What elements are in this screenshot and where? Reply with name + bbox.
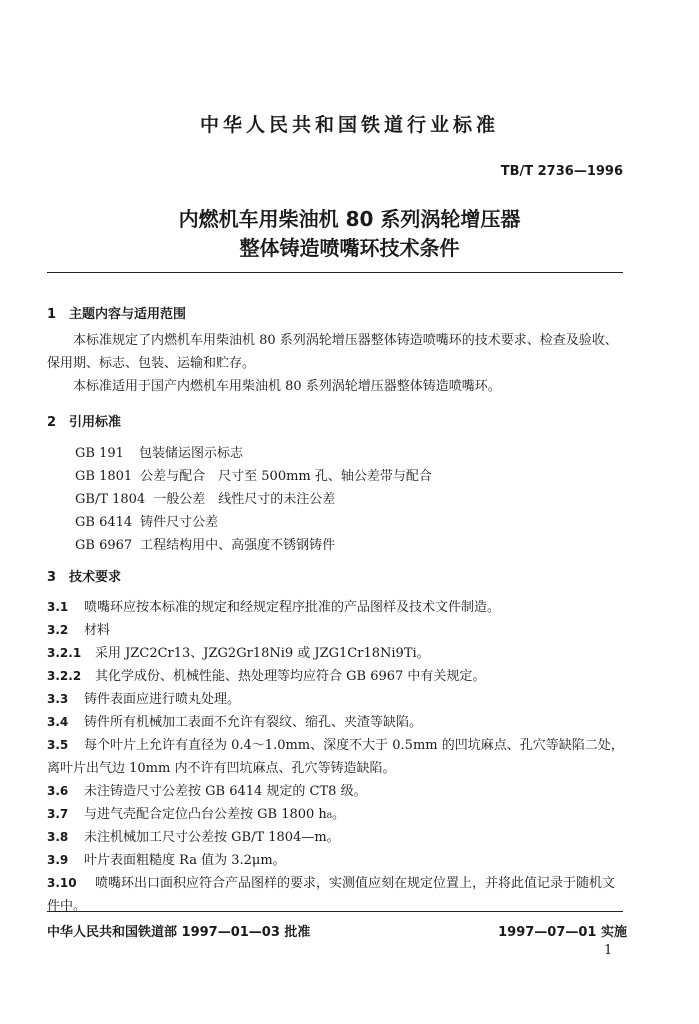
clause-text: 材料 (84, 623, 111, 638)
reference-title: 公差与配合 尺寸至 500mm 孔、轴公差带与配合 (140, 469, 432, 484)
reference-code: GB/T 1804 (75, 492, 146, 507)
clause-text: 未注机械加工尺寸公差按 GB/T 1804—m。 (84, 830, 340, 845)
clause-number: 3.2.1 (47, 646, 82, 660)
reference-item (75, 465, 432, 484)
clause-text: 喷嘴环应按本标准的规定和经规定程序批准的产品图样及技术文件制造。 (84, 600, 501, 615)
document-title-line2: 整体铸造喷嘴环技术条件 (239, 236, 460, 260)
standard-category-title: 中华人民共和国铁道行业标准 (199, 114, 499, 136)
clause-text: 其化学成份、机械性能、热处理等均应符合 GB 6967 中有关规定。 (95, 669, 486, 684)
clause-text: 喷嘴环出口面积应符合产品图样的要求，实测值应刻在规定位置上，并将此值记录于随机文件中。 (47, 876, 616, 914)
clause-number: 3.3 (47, 692, 69, 706)
clause-number: 3.2.2 (47, 669, 82, 683)
clause (47, 711, 625, 734)
clause-text: 采用 JZC2Cr13、JZG2Gr18Ni9 或 JZG1Cr18Ni9Ti。 (95, 646, 430, 661)
clause (47, 688, 625, 711)
clause-text: 未注铸造尺寸公差按 GB 6414 规定的 CT8 级。 (84, 784, 367, 799)
clause-number: 3.7 (47, 807, 69, 821)
reference-title: 工程结构用中、高强度不锈钢铸件 (140, 538, 336, 553)
section-number: 1 (47, 307, 57, 322)
clause (47, 596, 625, 619)
clause-number: 3.6 (47, 784, 69, 798)
clause-number: 3.1 (47, 600, 69, 614)
reference-title: 包装储运图示标志 (139, 446, 244, 461)
clause-text: 铸件表面应进行喷丸处理。 (84, 692, 241, 707)
reference-code: GB 1801 (75, 469, 133, 484)
approval-note: 中华人民共和国铁道部 1997—01—03 批准 (47, 925, 311, 940)
reference-item (75, 511, 218, 530)
reference-title: 一般公差 线性尺寸的未注公差 (153, 492, 336, 507)
clause-text: 与进气壳配合定位凸台公差按 GB 1800 h₈。 (84, 807, 346, 822)
reference-item (75, 442, 243, 461)
clause-number: 3.5 (47, 738, 69, 752)
standard-number: TB/T 2736—1996 (500, 164, 623, 179)
clause (47, 734, 625, 780)
reference-code: GB 191 (75, 446, 124, 461)
reference-title: 铸件尺寸公差 (140, 515, 219, 530)
section-number: 2 (47, 415, 57, 430)
section-title: 引用标准 (69, 415, 122, 430)
reference-code: GB 6414 (75, 515, 133, 530)
reference-code: GB 6967 (75, 538, 133, 553)
clause-text: 每个叶片上允许有直径为 0.4～1.0mm、深度不大于 0.5mm 的凹坑麻点、孔穴等缺陷二处，离叶片出气边 10mm 内不许有凹坑麻点、孔穴等铸造缺陷。 (47, 738, 624, 776)
section-number: 3 (47, 570, 57, 585)
paragraph: 本标准适用于国产内燃机车用柴油机 80 系列涡轮增压器整体铸造喷嘴环。 (73, 379, 501, 394)
section-1-body (47, 329, 623, 398)
clause (47, 849, 625, 872)
paragraph: 本标准规定了内燃机车用柴油机 80 系列涡轮增压器整体铸造喷嘴环的技术要求、检查及验收、保用期、标志、包装、运输和贮存。 (47, 333, 618, 371)
reference-item (75, 488, 335, 507)
section-title: 主题内容与适用范围 (69, 307, 187, 322)
clause (47, 780, 625, 803)
clause (47, 803, 625, 826)
clause (47, 642, 625, 665)
clause-number: 3.4 (47, 715, 69, 729)
clause-text: 叶片表面粗糙度 Ra 值为 3.2μm。 (84, 853, 286, 868)
section-3-heading (47, 566, 121, 585)
clause-number: 3.8 (47, 830, 69, 844)
clause (47, 619, 625, 642)
footer-divider (47, 911, 623, 912)
clause-text: 铸件所有机械加工表面不允许有裂纹、缩孔、夹渣等缺陷。 (84, 715, 423, 730)
document-title-line1: 内燃机车用柴油机 80 系列涡轮增压器 (178, 207, 521, 231)
page-number: 1 (604, 943, 613, 958)
reference-item (75, 534, 335, 553)
implementation-date: 1997—07—01 实施 (498, 925, 627, 940)
section-1-heading (47, 303, 186, 322)
clause-number: 3.2 (47, 623, 69, 637)
clause (47, 826, 625, 849)
clause-number: 3.10 (47, 876, 77, 890)
title-divider (47, 272, 623, 273)
section-2-heading (47, 411, 121, 430)
clause (47, 665, 625, 688)
clause-number: 3.9 (47, 853, 69, 867)
section-title: 技术要求 (69, 570, 122, 585)
